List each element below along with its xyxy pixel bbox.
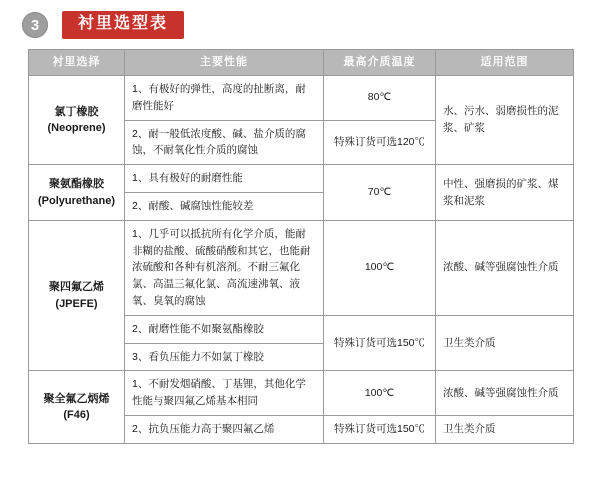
lining-name-en: (Polyurethane) [37, 194, 115, 207]
table-header-row [29, 50, 574, 76]
lining-name-en: (F46) [63, 409, 90, 422]
section-number-badge: 3 [22, 12, 48, 38]
table-row [29, 371, 574, 416]
table-row [29, 165, 574, 193]
column-header-scope: 适用范围 [436, 50, 574, 76]
lining-name-en: (Neoprene) [47, 122, 106, 135]
lining-name-jpefe [29, 220, 125, 371]
temperature-text: 100℃ [324, 371, 436, 416]
lining-name-en: (JPEFE) [55, 297, 98, 310]
performance-text: 1、几乎可以抵抗所有化学介质，能耐非糊的盐酸、硫酸硝酸和其它，也能耐浓硫酸和各种有机溶剂。不耐三氟化氯、高温三氟化氯、高流速沸氧、液氧、臭氧的腐蚀 [125, 220, 324, 315]
performance-text: 1、具有极好的耐磨性能 [125, 165, 324, 193]
lining-name-cn: 聚氨酯橡胶 [49, 178, 104, 191]
performance-text: 1、有极好的弹性，高度的扯断离，耐磨性能好 [125, 76, 324, 121]
scope-text: 浓酸、碱等强腐蚀性介质 [436, 220, 574, 315]
temperature-text: 特殊订货可选150℃ [324, 416, 436, 444]
table-row [29, 76, 574, 121]
performance-text: 2、耐磨性能不如聚氨酯橡胶 [125, 315, 324, 343]
scope-text: 卫生类介质 [436, 315, 574, 371]
lining-name-polyurethane [29, 165, 125, 221]
temperature-text: 70℃ [324, 165, 436, 221]
lining-name-neoprene [29, 76, 125, 165]
performance-text: 3、看负压能力不如氯丁橡胶 [125, 343, 324, 371]
temperature-text: 特殊订货可选150℃ [324, 315, 436, 371]
lining-selection-table-container [28, 49, 573, 444]
performance-text: 2、抗负压能力高于聚四氟乙烯 [125, 416, 324, 444]
lining-name-f46 [29, 371, 125, 443]
lining-name-cn: 聚全氟乙炳烯 [43, 392, 110, 405]
scope-text: 卫生类介质 [436, 416, 574, 444]
column-header-performance: 主要性能 [125, 50, 324, 76]
scope-text: 中性、强磨损的矿浆、煤浆和泥浆 [436, 165, 574, 221]
column-header-lining: 衬里选择 [29, 50, 125, 76]
page-title-banner [62, 11, 184, 38]
performance-text: 2、耐酸、碱腐蚀性能较差 [125, 193, 324, 221]
column-header-max-temperature: 最高介质温度 [324, 50, 436, 76]
page-header [0, 0, 600, 40]
lining-name-cn: 聚四氟乙烯 [49, 281, 104, 294]
temperature-text: 100℃ [324, 220, 436, 315]
lining-selection-table [28, 49, 574, 444]
temperature-text: 80℃ [324, 76, 436, 121]
table-row [29, 220, 574, 315]
scope-text: 浓酸、碱等强腐蚀性介质 [436, 371, 574, 416]
page-title: 衬里选型表 [78, 15, 169, 33]
performance-text: 2、耐一般低浓度酸、碱、盐介质的腐蚀，不耐氧化性介质的腐蚀 [125, 120, 324, 165]
scope-text: 水、污水、弱磨损性的泥浆、矿浆 [436, 76, 574, 165]
performance-text: 1、不耐发烟硝酸、丁基锂，其他化学性能与聚四氟乙烯基本相同 [125, 371, 324, 416]
temperature-text: 特殊订货可选120℃ [324, 120, 436, 165]
lining-name-cn: 氯丁橡胶 [54, 105, 99, 118]
